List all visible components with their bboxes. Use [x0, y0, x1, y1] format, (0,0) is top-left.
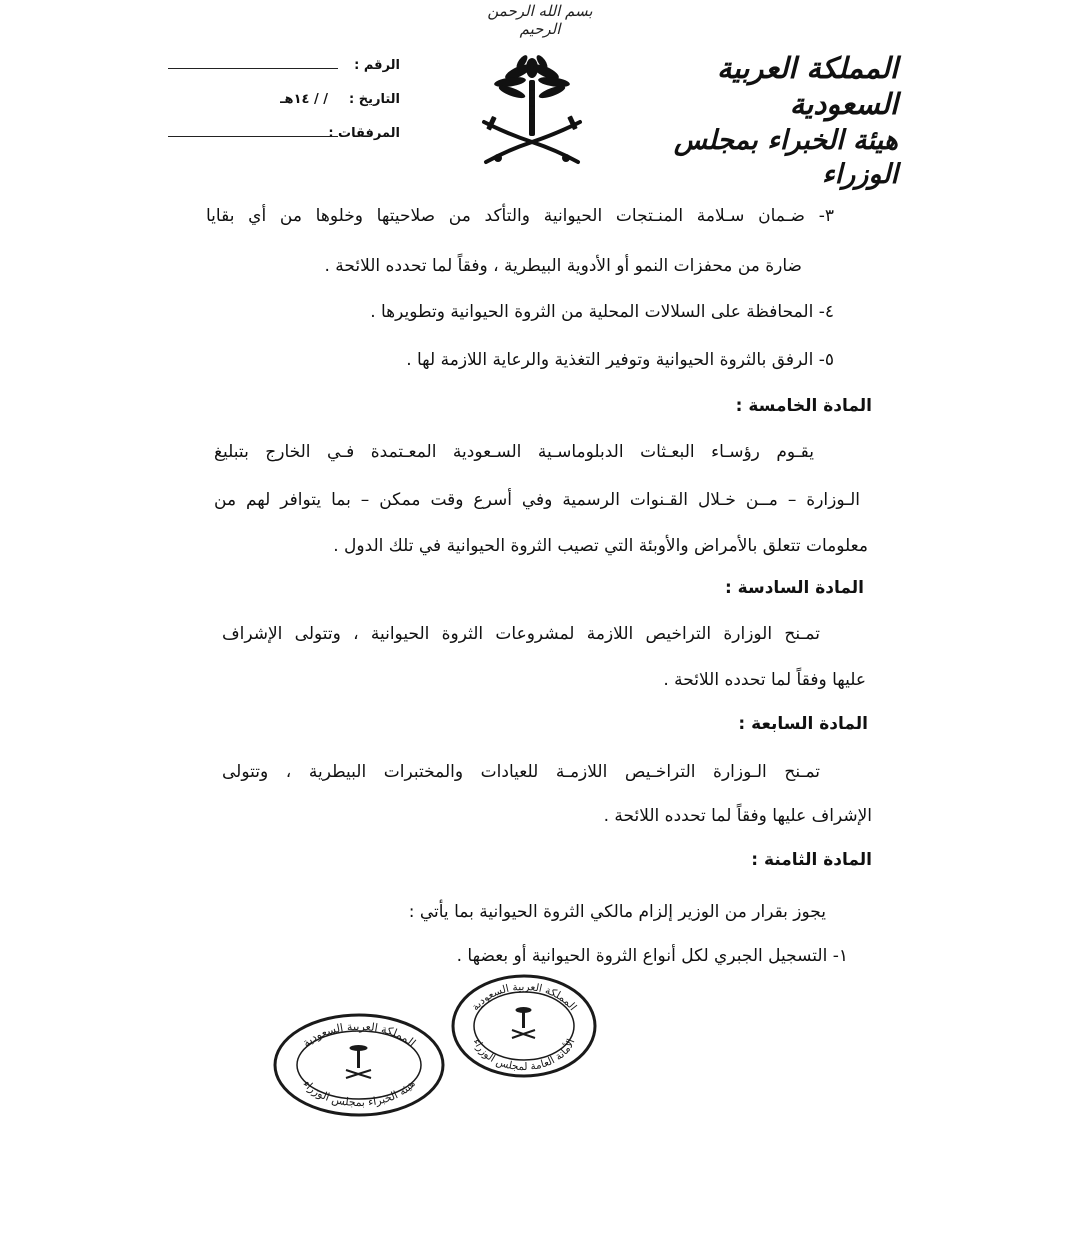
article5-heading: المادة الخامسة : — [735, 396, 872, 416]
left-seal-emblem-icon — [346, 1045, 371, 1078]
article8-heading: المادة الثامنة : — [751, 850, 872, 870]
svg-text:هيئة الخبراء بمجلس الوزراء — [300, 1077, 418, 1109]
article8-item1: ١- التسجيل الجبري لكل أنواع الثروة الحيوانية أو بعضها . — [456, 946, 848, 966]
article6-line1: تمـنح الوزارة التراخيص اللازمة لمشروعات الثروة الحيوانية ، وتتولى الإشراف — [222, 624, 820, 644]
item3-line2: ضارة من محفزات النمو أو الأدوية البيطرية ، وفقاً لما تحدده اللائحة . — [324, 256, 802, 276]
palm-swords-emblem-icon — [478, 50, 586, 170]
article6-line2: عليها وفقاً لما تحدده اللائحة . — [663, 670, 866, 690]
date-value: / / ١٤هـ — [280, 92, 328, 107]
left-seal-top-text: المملكة العربية السعودية — [299, 1019, 419, 1050]
article7-line1: تمـنح الـوزارة التراخـيص اللازمـة للعيادات والمختبرات البيطرية ، وتتولى — [222, 762, 820, 782]
number-row — [168, 58, 400, 92]
basmala: بسم الله الرحمن الرحيم — [487, 2, 593, 38]
article8-line1: يجوز بقرار من الوزير إلزام مالكي الثروة الحيوانية بما يأتي : — [408, 902, 826, 922]
article5-line2: الـوزارة – مــن خـلال القـنوات الرسمية وفي أسرع وقت ممكن – بما يتوافر لهم من — [214, 490, 860, 510]
number-label: الرقم : — [354, 58, 400, 73]
attachments-line — [168, 136, 338, 137]
date-row — [168, 92, 400, 126]
org-line-2: هيئة الخبراء بمجلس الوزراء — [673, 125, 898, 190]
article6-heading: المادة السادسة : — [724, 578, 864, 598]
article7-line2: الإشراف عليها وفقاً لما تحدده اللائحة . — [603, 806, 872, 826]
number-line — [168, 68, 338, 69]
right-seal-emblem-icon — [512, 1007, 535, 1038]
item5-text: ٥- الرفق بالثروة الحيوانية وتوفير التغذية والرعاية اللازمة لها . — [406, 350, 834, 370]
reference-block — [168, 58, 400, 160]
article5-line3: معلومات تتعلق بالأمراض والأوبئة التي تصيب الثروة الحيوانية في تلك الدول . — [333, 536, 868, 556]
attachments-label: المرفقات : — [328, 126, 400, 141]
article5-line1: يقـوم رؤسـاء البعـثات الدبلوماسـية السـعودية المعـتمدة فـي الخارج بتبليغ — [214, 442, 814, 462]
org-line-1: المملكة العربية السعودية — [717, 51, 898, 121]
right-seal-top-text: المملكة العربية السعودية — [469, 980, 579, 1014]
item4-text: ٤- المحافظة على السلالات المحلية من الثروة الحيوانية وتطويرها . — [370, 302, 834, 322]
right-seal-bottom-text: الأمانة العامة لمجلس الوزراء — [470, 1037, 578, 1074]
item3-line1: ٣- ضـمان سـلامة المنـتجات الحيوانية والتأكد من صلاحيتها وخلوها من أي بقايا — [206, 206, 834, 226]
article7-heading: المادة السابعة : — [738, 714, 868, 734]
council-secretariat-seal-stamp — [450, 972, 598, 1078]
organization-header — [618, 50, 898, 192]
left-seal-bottom-text: هيئة الخبراء بمجلس الوزراء — [300, 1077, 418, 1110]
date-label: التاريخ : — [349, 92, 400, 107]
council-experts-seal-stamp — [272, 1012, 446, 1118]
attachments-row — [168, 126, 400, 160]
